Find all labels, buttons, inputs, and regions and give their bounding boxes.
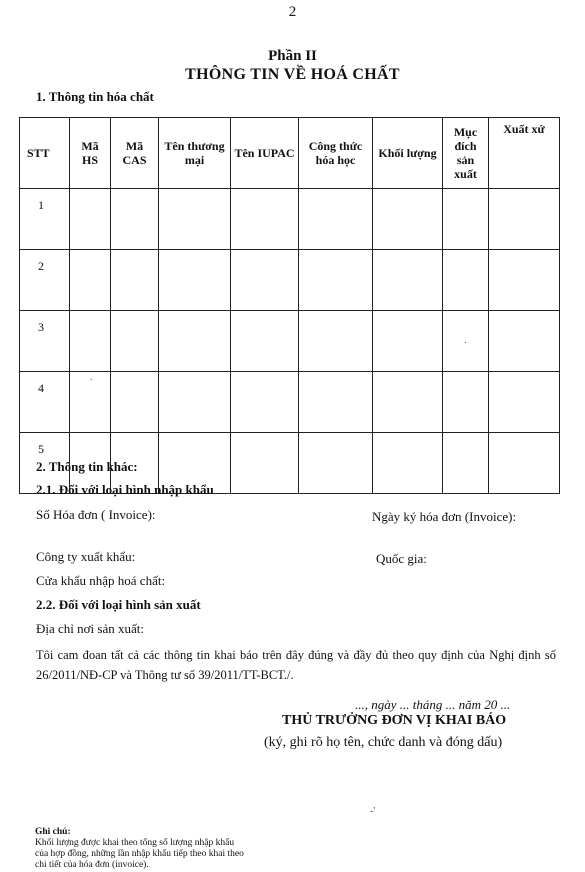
part-heading: Phần II [268,48,317,64]
footnote-line: Khối lượng được khai theo tổng số lượng nhập khẩu [35,838,235,848]
header-hs-code: Mã HS [70,118,111,189]
footnote-line: chi tiết của hóa đơn (invoice). [35,860,149,870]
cell[interactable] [111,372,159,433]
header-iupac-name: Tên IUPAC [231,118,299,189]
cell[interactable] [489,189,560,250]
signer-title: THỦ TRƯỞNG ĐƠN VỊ KHAI BÁO [282,713,507,728]
cell[interactable] [443,372,489,433]
header-quantity: Khối lượng [373,118,443,189]
section-2-1-heading: 2.1. Đối với loại hình nhập khẩu [36,482,214,497]
cell[interactable] [231,372,299,433]
header-trade-name: Tên thương mại [159,118,231,189]
production-address-label: Địa chỉ nơi sản xuất: [36,621,144,636]
export-company-label: Công ty xuất khẩu: [36,549,136,564]
cell[interactable] [299,433,373,494]
speck-mark: . [464,335,467,346]
cell[interactable] [159,311,231,372]
cell[interactable] [299,189,373,250]
section-1-heading: 1. Thông tin hóa chất [36,89,154,104]
speck-mark: . [90,372,93,383]
signer-instructions: (ký, ghi rõ họ tên, chức danh và đóng dấu) [264,735,503,750]
invoice-date-label: Ngày ký hóa đơn (Invoice): [372,509,517,524]
cell[interactable] [231,311,299,372]
section-2-2-heading: 2.2. Đối với loại hình sản xuất [36,597,201,612]
cell[interactable] [373,189,443,250]
row-number: 5 [20,433,70,494]
cell[interactable] [299,250,373,311]
cell[interactable] [373,372,443,433]
cell[interactable] [489,433,560,494]
row-number: 3 [20,311,70,372]
footnote [35,827,244,871]
row-number: 4 [20,372,70,433]
cell[interactable] [70,189,111,250]
row-number: 2 [20,250,70,311]
date-line: ..., ngày ... tháng ... năm 20 ... [355,697,511,712]
table-row [20,372,560,433]
import-gate-label: Cửa khẩu nhập hoá chất: [36,573,166,588]
row-number: 1 [20,189,70,250]
cell[interactable] [489,250,560,311]
table-row [20,250,560,311]
country-label: Quốc gia: [376,551,427,566]
cell[interactable] [159,250,231,311]
cell[interactable] [373,433,443,494]
cell[interactable] [111,250,159,311]
cell[interactable] [231,250,299,311]
cell[interactable] [299,372,373,433]
header-formula: Công thức hóa học [299,118,373,189]
cell[interactable] [70,372,111,433]
footnote-line: của hợp đồng, những lần nhập khẩu tiếp theo khai theo [35,849,244,859]
cell[interactable] [70,311,111,372]
cell[interactable] [443,433,489,494]
commitment-statement: Tôi cam đoan tất cả các thông tin khai báo trên đây đúng và đầy đủ theo quy định của Nghị định số 26/2011/NĐ-CP và Thông tư số 39/2011/TT-BCT./. [36,648,556,682]
table-row [20,311,560,372]
cell[interactable] [489,372,560,433]
cell[interactable] [111,189,159,250]
header-purpose: Mục đích sản xuất [443,118,489,189]
footnote-label: Ghi chú: [35,827,71,837]
table-row [20,189,560,250]
cell[interactable] [373,250,443,311]
cell[interactable] [159,189,231,250]
cell[interactable] [443,189,489,250]
invoice-number-label: Số Hóa đơn ( Invoice): [36,507,156,522]
cell[interactable] [159,372,231,433]
cell[interactable] [443,250,489,311]
speck-mark: -' [370,806,376,817]
cell[interactable] [299,311,373,372]
cell[interactable] [373,311,443,372]
header-cas-code: Mã CAS [111,118,159,189]
section-2-heading: 2. Thông tin khác: [36,459,138,474]
cell[interactable] [111,311,159,372]
page-title: THÔNG TIN VỀ HOÁ CHẤT [185,66,400,83]
cell[interactable] [70,250,111,311]
cell[interactable] [231,189,299,250]
cell[interactable] [489,311,560,372]
header-stt: STT [20,118,70,189]
cell[interactable] [231,433,299,494]
table-header-row [20,118,560,189]
chemical-info-table [19,117,560,494]
page-number: 2 [288,4,297,20]
cell[interactable] [443,311,489,372]
header-origin: Xuất xứ [489,118,560,189]
